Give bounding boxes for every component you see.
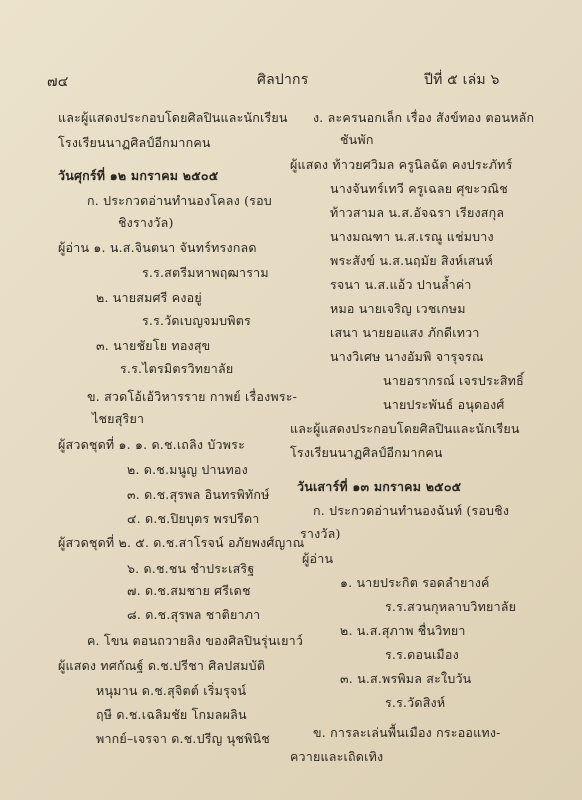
date-heading: วันศุกร์ที่ ๑๒ มกราคม ๒๕๐๕	[58, 168, 219, 183]
text-line: หนุมาน ด.ช.สุจิตต์ เริ่มรุจน์	[96, 683, 247, 698]
text-line: นายอรากรณ์ เจรประสิทธิ์	[383, 373, 524, 388]
text-line: ร.ร.วัดเบญจมบพิตร	[142, 313, 251, 328]
text-line: โรงเรียนนาฏศิลป์อีกมากคน	[58, 135, 211, 150]
text-line: ๒. นายสมศรี คงอยู่	[96, 290, 202, 305]
text-line: ผู้สวดชุดที่ ๒. ๕. ด.ช.สาโรจน์ อภัยพงศ์ญาณ	[58, 535, 305, 550]
text-line: พระสังข์ น.ส.นฤมัย สิงห์เสนห์	[330, 253, 493, 268]
text-line: ๒. น.ส.สุภาพ ชื่นวิทยา	[340, 623, 466, 638]
text-line: ผู้แสดง ท้าวยศวิมล ครูนิลฉัต คงประภัทร์	[290, 157, 513, 172]
text-line: ไชยสุริยา	[92, 411, 145, 426]
text-line: ชันพัก	[340, 132, 374, 147]
text-line: ๖. ด.ช.ชน ชำประเสริฐ	[127, 561, 255, 576]
issue-label: ปีที่ ๕ เล่ม ๖	[424, 72, 500, 88]
page-number: ๗๔	[47, 74, 69, 90]
text-line: ๓. นายชัยโย ทองสุข	[96, 338, 211, 353]
text-line: นายประพันธ์ อนุดองศ์	[383, 397, 505, 412]
item-heading: ง. ละครนอกเล็ก เรื่อง สังข์ทอง ตอนหลัก	[313, 110, 535, 125]
text-line: ร.ร.สตรีมหาพฤฒาราม	[142, 265, 269, 280]
text-line: ชิงรางวัล)	[118, 215, 174, 230]
text-line: ๒. ด.ช.มนูญ ปานทอง	[127, 462, 248, 477]
item-heading: ข. สวดโอ้เอ้วิหารราย กาพย์ เรื่องพระ-	[87, 389, 298, 404]
journal-title: ศิลปากร	[257, 72, 309, 88]
text-line: ผู้แสดง ทศกัณฐ์ ด.ช.ปรีชา ศิลปสมบัติ	[58, 658, 266, 673]
item-heading: ค. โขน ตอนถวายลิง ของศิลปินรุ่นเยาว์	[87, 633, 304, 648]
text-line: พากย์–เจรจา ด.ช.ปรีญ นุชพินิช	[96, 731, 270, 746]
date-heading: วันเสาร์ที่ ๑๓ มกราคม ๒๕๐๕	[297, 479, 462, 494]
text-line: ร.ร.วัดสิงห์	[385, 695, 446, 710]
text-line: ๘. ด.ช.สุรพล ชาติยาภา	[127, 607, 261, 622]
text-line: ๗. ด.ช.สมชาย ศรีเดช	[127, 583, 251, 598]
text-line: รางวัล)	[300, 526, 341, 541]
text-line: ๓. ด.ช.สุรพล อินทรพิทักษ์	[127, 487, 270, 502]
text-line: ผู้อ่าน	[302, 551, 334, 566]
text-line: ผู้สวดชุดที่ ๑. ๑. ด.ช.เถลิง บัวพระ	[58, 437, 246, 452]
text-line: ฤษี ด.ช.เฉลิมชัย โกมลผลิน	[96, 707, 247, 722]
text-line: รจนา น.ส.แอ้ว ปานล้ำค่า	[330, 277, 472, 292]
text-line: และผู้แสดงประกอบโดยศิลปินและนักเรียน	[290, 421, 520, 436]
text-line: โรงเรียนนาฏศิลป์อีกมากคน	[290, 445, 443, 460]
item-heading: ก. ประกวดอ่านทำนองโคลง (รอบ	[87, 193, 272, 208]
text-line: นางจันทร์เทวี ครูเฉลย ศุขะวณิช	[330, 181, 508, 196]
text-line: และผู้แสดงประกอบโดยศิลปินและนักเรียน	[58, 110, 288, 125]
text-line: นางมณฑา น.ส.เรณู แช่มบาง	[330, 229, 494, 244]
text-line: หมอ นายเจริญ เวชเกษม	[330, 301, 466, 316]
item-heading: ก. ประกวดอ่านทำนองฉันท์ (รอบชิง	[313, 503, 510, 518]
text-line: ร.ร.ดอนเมือง	[385, 647, 459, 662]
text-line: ๓. น.ส.พรพิมล สะใบวัน	[340, 671, 472, 686]
item-heading: ข. การละเล่นพื้นเมือง กระออแทง-	[313, 725, 501, 740]
text-line: ๔. ด.ช.ปิยบุตร พรปรีดา	[127, 511, 260, 526]
text-line: ๑. นายประกิต รอดลำยางค์	[340, 575, 490, 590]
text-line: ควายและเถิดเทิง	[290, 749, 384, 764]
text-line: เสนา นายยอแสง ภักดีเทวา	[330, 325, 480, 340]
text-line: ร.ร.สวนกุหลาบวิทยาลัย	[385, 599, 517, 614]
text-line: ผู้อ่าน ๑. น.ส.จินตนา จันทร์ทรงกลด	[58, 240, 257, 255]
text-line: ท้าวสามล น.ส.อัจฉรา เรียงสกุล	[330, 205, 505, 220]
text-line: นางวิเศษ นางอัมพิ จารุจรณ	[330, 349, 484, 364]
text-line: ร.ร.ไตรมิตรวิทยาลัย	[120, 361, 234, 376]
